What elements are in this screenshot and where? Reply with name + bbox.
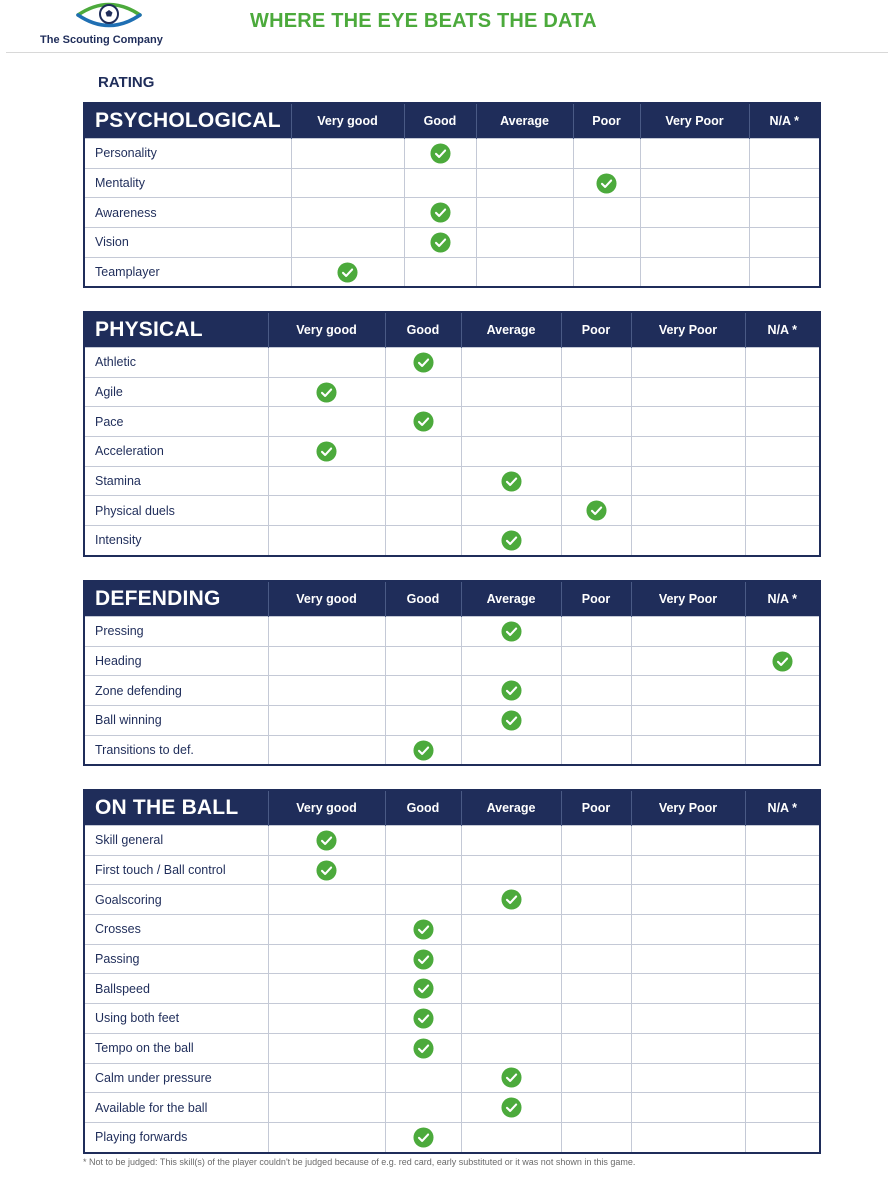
rating-cell-average — [461, 466, 561, 496]
rating-cell-average — [461, 1004, 561, 1034]
rating-cell-n-a — [745, 826, 820, 856]
rating-cell-poor — [561, 466, 631, 496]
rating-cell-very-good — [268, 944, 385, 974]
check-icon — [596, 173, 617, 194]
section-title: ON THE BALL — [84, 790, 268, 826]
check-icon — [501, 621, 522, 642]
psychological-table — [83, 102, 821, 288]
skill-label: Mentality — [84, 168, 291, 198]
rating-cell-n-a — [745, 944, 820, 974]
skill-label: Zone defending — [84, 676, 268, 706]
check-icon — [501, 710, 522, 731]
column-header-very-poor: Very Poor — [640, 103, 749, 139]
rating-cell-very-good — [268, 885, 385, 915]
rating-cell-very-poor — [640, 228, 749, 258]
rating-cell-good — [385, 915, 461, 945]
rating-cell-poor — [561, 437, 631, 467]
rating-cell-poor — [573, 198, 640, 228]
rating-cell-n-a — [749, 139, 820, 169]
rating-cell-good — [385, 735, 461, 765]
rating-cell-n-a — [745, 377, 820, 407]
rating-cell-n-a — [745, 407, 820, 437]
column-header-poor: Poor — [573, 103, 640, 139]
column-header-very-good: Very good — [291, 103, 404, 139]
check-icon — [413, 740, 434, 761]
rating-cell-good — [385, 617, 461, 647]
rating-cell-very-poor — [631, 974, 745, 1004]
column-header-very-poor: Very Poor — [631, 312, 745, 348]
rating-cell-very-poor — [631, 1122, 745, 1152]
section-title: PHYSICAL — [84, 312, 268, 348]
rating-cell-good — [385, 466, 461, 496]
skill-label: Athletic — [84, 348, 268, 378]
rating-cell-poor — [561, 676, 631, 706]
rating-cell-poor — [573, 139, 640, 169]
rating-cell-average — [461, 735, 561, 765]
rating-cell-poor — [561, 646, 631, 676]
rating-row-crosses — [84, 915, 820, 945]
rating-cell-very-poor — [631, 617, 745, 647]
rating-cell-good — [385, 1063, 461, 1093]
company-name: The Scouting Company — [40, 34, 163, 46]
rating-cell-very-good — [268, 1093, 385, 1123]
rating-cell-very-poor — [640, 198, 749, 228]
rating-cell-average — [461, 617, 561, 647]
rating-cell-poor — [561, 526, 631, 556]
skill-label: Physical duels — [84, 496, 268, 526]
rating-cell-average — [461, 676, 561, 706]
rating-cell-very-poor — [631, 1063, 745, 1093]
rating-cell-good — [385, 885, 461, 915]
skill-label: Teamplayer — [84, 257, 291, 287]
column-header-very-good: Very good — [268, 790, 385, 826]
skill-label: Vision — [84, 228, 291, 258]
rating-cell-very-poor — [631, 496, 745, 526]
rating-cell-very-good — [268, 526, 385, 556]
check-icon — [586, 500, 607, 521]
check-icon — [413, 352, 434, 373]
rating-row-available-for-the-ball — [84, 1093, 820, 1123]
skill-label: Acceleration — [84, 437, 268, 467]
rating-cell-good — [385, 407, 461, 437]
rating-cell-poor — [573, 168, 640, 198]
rating-cell-very-poor — [631, 437, 745, 467]
rating-row-transitions-to-def — [84, 735, 820, 765]
column-header-na: N/A * — [749, 103, 820, 139]
rating-cell-very-poor — [631, 676, 745, 706]
rating-cell-n-a — [745, 437, 820, 467]
rating-cell-very-good — [268, 1004, 385, 1034]
tagline: WHERE THE EYE BEATS THE DATA — [250, 10, 597, 32]
rating-cell-very-good — [291, 168, 404, 198]
rating-cell-average — [461, 526, 561, 556]
check-icon — [337, 262, 358, 283]
skill-label: Transitions to def. — [84, 735, 268, 765]
eye-football-icon — [75, 0, 143, 30]
rating-row-passing — [84, 944, 820, 974]
rating-cell-average — [461, 826, 561, 856]
rating-cell-n-a — [745, 706, 820, 736]
rating-cell-very-poor — [631, 407, 745, 437]
rating-cell-average — [476, 257, 573, 287]
rating-cell-average — [461, 407, 561, 437]
rating-row-mentality — [84, 168, 820, 198]
rating-cell-good — [385, 1033, 461, 1063]
rating-cell-good — [385, 348, 461, 378]
skill-label: Awareness — [84, 198, 291, 228]
check-icon — [430, 202, 451, 223]
skill-label: Playing forwards — [84, 1122, 268, 1152]
header-divider — [6, 52, 888, 53]
rating-cell-average — [461, 646, 561, 676]
rating-cell-n-a — [745, 1122, 820, 1152]
rating-row-first-touch-ball-control — [84, 855, 820, 885]
rating-cell-very-good — [268, 617, 385, 647]
rating-cell-very-good — [268, 407, 385, 437]
rating-cell-very-poor — [631, 1004, 745, 1034]
column-header-na: N/A * — [745, 581, 820, 617]
check-icon — [501, 1097, 522, 1118]
rating-cell-average — [461, 1122, 561, 1152]
rating-cell-n-a — [745, 915, 820, 945]
rating-cell-good — [385, 944, 461, 974]
rating-cell-average — [461, 1093, 561, 1123]
rating-cell-n-a — [749, 198, 820, 228]
rating-cell-very-good — [268, 496, 385, 526]
rating-cell-very-good — [291, 198, 404, 228]
rating-cell-poor — [561, 855, 631, 885]
rating-row-ball-winning — [84, 706, 820, 736]
rating-cell-good — [404, 257, 476, 287]
rating-cell-poor — [561, 915, 631, 945]
rating-cell-very-poor — [631, 855, 745, 885]
check-icon — [413, 1038, 434, 1059]
rating-cell-very-good — [268, 646, 385, 676]
rating-cell-very-good — [268, 1063, 385, 1093]
rating-cell-n-a — [745, 885, 820, 915]
rating-cell-poor — [561, 1093, 631, 1123]
rating-cell-poor — [561, 706, 631, 736]
rating-cell-very-poor — [640, 168, 749, 198]
check-icon — [430, 143, 451, 164]
rating-cell-good — [385, 526, 461, 556]
check-icon — [430, 232, 451, 253]
rating-cell-average — [476, 228, 573, 258]
rating-cell-average — [461, 377, 561, 407]
check-icon — [316, 830, 337, 851]
check-icon — [413, 411, 434, 432]
rating-row-using-both-feet — [84, 1004, 820, 1034]
section-title: DEFENDING — [84, 581, 268, 617]
rating-row-stamina — [84, 466, 820, 496]
rating-cell-poor — [561, 1122, 631, 1152]
rating-row-goalscoring — [84, 885, 820, 915]
rating-cell-n-a — [749, 228, 820, 258]
column-header-very-poor: Very Poor — [631, 581, 745, 617]
rating-cell-good — [385, 377, 461, 407]
rating-cell-very-good — [268, 1122, 385, 1152]
rating-cell-poor — [573, 257, 640, 287]
rating-row-teamplayer — [84, 257, 820, 287]
rating-cell-very-good — [291, 139, 404, 169]
rating-cell-very-poor — [631, 826, 745, 856]
column-header-average: Average — [461, 312, 561, 348]
skill-label: Personality — [84, 139, 291, 169]
rating-cell-poor — [561, 885, 631, 915]
company-logo — [40, 0, 170, 50]
rating-cell-average — [476, 198, 573, 228]
rating-row-awareness — [84, 198, 820, 228]
rating-row-vision — [84, 228, 820, 258]
skill-label: Using both feet — [84, 1004, 268, 1034]
rating-cell-very-poor — [640, 257, 749, 287]
rating-cell-n-a — [745, 617, 820, 647]
rating-cell-very-poor — [631, 466, 745, 496]
footnote: * Not to be judged: This skill(s) of the player couldn't be judged because of e.g. red card, early substituted or it was not shown in this game. — [83, 1157, 636, 1167]
rating-cell-n-a — [745, 646, 820, 676]
skill-label: Goalscoring — [84, 885, 268, 915]
rating-cell-average — [461, 437, 561, 467]
on-the-ball-table — [83, 789, 821, 1154]
rating-cell-good — [385, 1004, 461, 1034]
rating-cell-poor — [561, 826, 631, 856]
skill-label: Skill general — [84, 826, 268, 856]
rating-cell-average — [476, 139, 573, 169]
rating-row-tempo-on-the-ball — [84, 1033, 820, 1063]
check-icon — [501, 889, 522, 910]
rating-cell-n-a — [749, 168, 820, 198]
rating-cell-very-poor — [631, 1033, 745, 1063]
skill-label: Ballspeed — [84, 974, 268, 1004]
rating-cell-very-good — [268, 676, 385, 706]
rating-cell-n-a — [745, 1063, 820, 1093]
column-header-good: Good — [385, 581, 461, 617]
rating-cell-average — [461, 855, 561, 885]
rating-cell-poor — [561, 944, 631, 974]
skill-label: First touch / Ball control — [84, 855, 268, 885]
rating-cell-n-a — [745, 1093, 820, 1123]
check-icon — [413, 1008, 434, 1029]
rating-cell-very-good — [291, 257, 404, 287]
rating-cell-very-poor — [640, 139, 749, 169]
rating-cell-average — [461, 348, 561, 378]
check-icon — [501, 680, 522, 701]
rating-cell-n-a — [745, 466, 820, 496]
rating-cell-good — [404, 168, 476, 198]
rating-cell-n-a — [745, 1033, 820, 1063]
rating-cell-poor — [561, 407, 631, 437]
rating-cell-very-poor — [631, 885, 745, 915]
rating-cell-very-good — [268, 348, 385, 378]
rating-row-heading — [84, 646, 820, 676]
column-header-average: Average — [476, 103, 573, 139]
rating-label: RATING — [98, 74, 155, 91]
column-header-poor: Poor — [561, 790, 631, 826]
rating-cell-n-a — [745, 974, 820, 1004]
rating-cell-average — [461, 944, 561, 974]
check-icon — [501, 1067, 522, 1088]
column-header-very-good: Very good — [268, 581, 385, 617]
rating-cell-poor — [561, 1004, 631, 1034]
column-header-poor: Poor — [561, 312, 631, 348]
skill-label: Calm under pressure — [84, 1063, 268, 1093]
skill-label: Pace — [84, 407, 268, 437]
column-header-na: N/A * — [745, 790, 820, 826]
rating-cell-very-poor — [631, 646, 745, 676]
rating-row-intensity — [84, 526, 820, 556]
section-title: PSYCHOLOGICAL — [84, 103, 291, 139]
skill-label: Pressing — [84, 617, 268, 647]
rating-cell-poor — [561, 735, 631, 765]
rating-row-pace — [84, 407, 820, 437]
rating-cell-average — [461, 1033, 561, 1063]
rating-cell-very-good — [268, 974, 385, 1004]
rating-cell-average — [461, 706, 561, 736]
rating-cell-good — [385, 855, 461, 885]
rating-row-acceleration — [84, 437, 820, 467]
skill-label: Stamina — [84, 466, 268, 496]
rating-row-agile — [84, 377, 820, 407]
check-icon — [501, 530, 522, 551]
rating-cell-good — [385, 826, 461, 856]
rating-cell-n-a — [745, 676, 820, 706]
rating-cell-good — [404, 139, 476, 169]
rating-cell-very-good — [268, 826, 385, 856]
rating-cell-n-a — [745, 735, 820, 765]
column-header-good: Good — [385, 790, 461, 826]
rating-cell-average — [461, 885, 561, 915]
rating-cell-very-good — [268, 855, 385, 885]
rating-cell-very-good — [268, 377, 385, 407]
check-icon — [413, 1127, 434, 1148]
skill-label: Available for the ball — [84, 1093, 268, 1123]
rating-cell-very-good — [291, 228, 404, 258]
column-header-average: Average — [461, 581, 561, 617]
check-icon — [316, 441, 337, 462]
rating-cell-poor — [561, 377, 631, 407]
rating-cell-good — [385, 676, 461, 706]
rating-cell-good — [404, 228, 476, 258]
rating-cell-very-poor — [631, 706, 745, 736]
skill-label: Tempo on the ball — [84, 1033, 268, 1063]
rating-cell-very-good — [268, 915, 385, 945]
rating-cell-n-a — [745, 855, 820, 885]
check-icon — [316, 382, 337, 403]
check-icon — [772, 651, 793, 672]
check-icon — [413, 978, 434, 999]
physical-table — [83, 311, 821, 557]
rating-cell-very-good — [268, 1033, 385, 1063]
rating-cell-good — [385, 1122, 461, 1152]
rating-cell-very-poor — [631, 526, 745, 556]
skill-label: Passing — [84, 944, 268, 974]
rating-cell-very-poor — [631, 735, 745, 765]
column-header-na: N/A * — [745, 312, 820, 348]
rating-row-pressing — [84, 617, 820, 647]
rating-cell-good — [385, 437, 461, 467]
rating-row-ballspeed — [84, 974, 820, 1004]
rating-cell-very-poor — [631, 377, 745, 407]
rating-row-zone-defending — [84, 676, 820, 706]
rating-row-calm-under-pressure — [84, 1063, 820, 1093]
rating-cell-average — [476, 168, 573, 198]
column-header-good: Good — [385, 312, 461, 348]
rating-row-athletic — [84, 348, 820, 378]
column-header-very-poor: Very Poor — [631, 790, 745, 826]
check-icon — [316, 860, 337, 881]
rating-cell-good — [385, 496, 461, 526]
check-icon — [413, 919, 434, 940]
rating-cell-very-good — [268, 735, 385, 765]
rating-cell-very-good — [268, 706, 385, 736]
rating-row-physical-duels — [84, 496, 820, 526]
rating-cell-average — [461, 496, 561, 526]
rating-row-skill-general — [84, 826, 820, 856]
rating-cell-average — [461, 974, 561, 1004]
skill-label: Intensity — [84, 526, 268, 556]
rating-cell-good — [385, 646, 461, 676]
check-icon — [501, 471, 522, 492]
rating-cell-n-a — [749, 257, 820, 287]
column-header-very-good: Very good — [268, 312, 385, 348]
rating-cell-poor — [561, 496, 631, 526]
rating-cell-poor — [561, 1063, 631, 1093]
rating-cell-very-good — [268, 437, 385, 467]
column-header-average: Average — [461, 790, 561, 826]
rating-cell-very-poor — [631, 1093, 745, 1123]
rating-row-personality — [84, 139, 820, 169]
rating-cell-poor — [561, 1033, 631, 1063]
rating-cell-very-good — [268, 466, 385, 496]
rating-cell-poor — [573, 228, 640, 258]
column-header-good: Good — [404, 103, 476, 139]
rating-cell-good — [385, 706, 461, 736]
check-icon — [413, 949, 434, 970]
rating-row-playing-forwards — [84, 1122, 820, 1152]
rating-cell-average — [461, 915, 561, 945]
rating-cell-very-poor — [631, 348, 745, 378]
skill-label: Ball winning — [84, 706, 268, 736]
defending-table — [83, 580, 821, 766]
rating-cell-n-a — [745, 348, 820, 378]
rating-cell-average — [461, 1063, 561, 1093]
rating-cell-n-a — [745, 496, 820, 526]
rating-cell-n-a — [745, 1004, 820, 1034]
column-header-poor: Poor — [561, 581, 631, 617]
skill-label: Heading — [84, 646, 268, 676]
rating-cell-very-poor — [631, 944, 745, 974]
rating-cell-n-a — [745, 526, 820, 556]
skill-label: Agile — [84, 377, 268, 407]
rating-cell-very-poor — [631, 915, 745, 945]
rating-cell-poor — [561, 617, 631, 647]
rating-cell-poor — [561, 348, 631, 378]
rating-cell-good — [404, 198, 476, 228]
rating-cell-good — [385, 974, 461, 1004]
skill-label: Crosses — [84, 915, 268, 945]
rating-cell-good — [385, 1093, 461, 1123]
rating-cell-poor — [561, 974, 631, 1004]
